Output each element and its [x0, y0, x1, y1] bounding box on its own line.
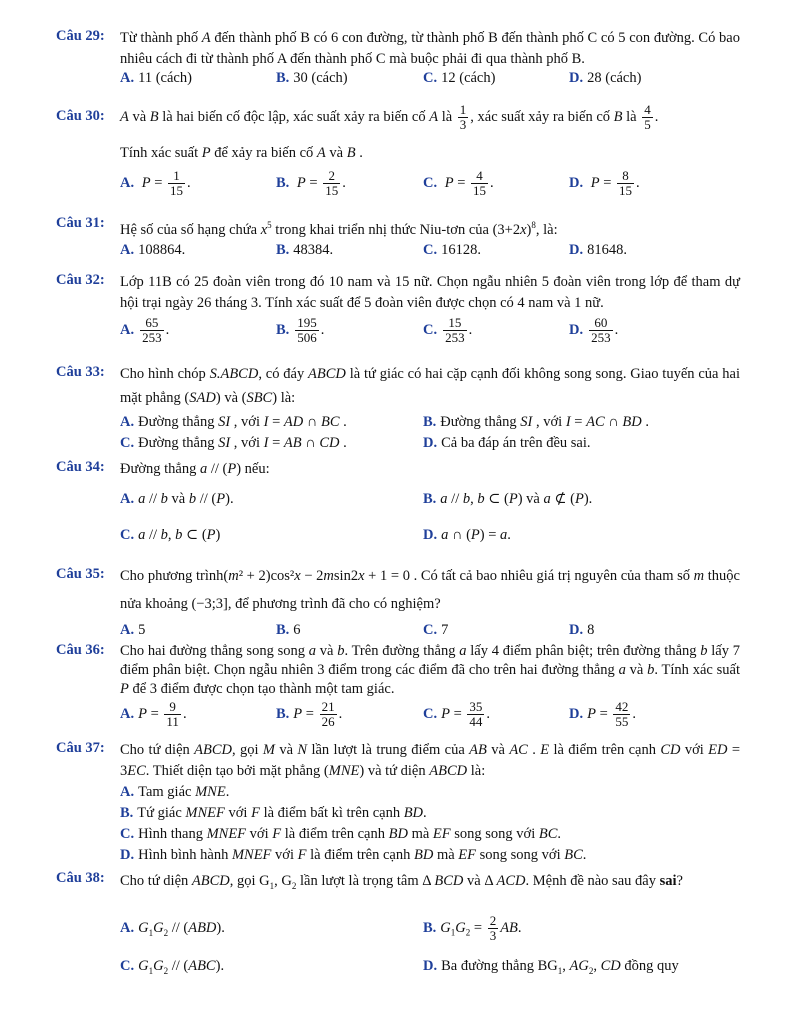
question-number: Câu 30:: [56, 108, 105, 124]
question-number: Câu 36:: [56, 642, 105, 658]
option-b: B. P = $\frac{21}{26}$ .: [276, 699, 343, 729]
option-d: D. 81648.: [569, 242, 627, 258]
question-number: Câu 34:: [56, 459, 105, 475]
option-d: D. P = $\frac{8}{15}$ .: [569, 168, 640, 198]
question-number: Câu 31:: [56, 215, 105, 231]
option-b: B. 48384.: [276, 242, 334, 258]
option-b: B. 6: [276, 622, 301, 638]
option-d: D. Hình bình hành MNEF với F là điểm trên cạnh BD mà EF song song với BC.: [120, 847, 587, 863]
option-b: B. 30 (cách): [276, 70, 348, 86]
option-b: B. $G_1G_2$ = $\frac{2}{3}$ AB.: [423, 913, 522, 943]
option-a: A. 108864.: [120, 242, 186, 258]
option-d: D. 8: [569, 622, 595, 638]
question-text: Cho phương trình(m² + 2)cos²x − 2msin2x + 1 = 0 . Có tất cả bao nhiêu giá trị nguyên của tham số m thuộc nửa khoảng (−3;3], để phương trình đã cho có nghiệm?: [120, 568, 740, 612]
option-d: D. Ba đường thẳng $BG_1$, $AG_2$, CD đồng quy: [423, 958, 679, 976]
option-b: B. Tứ giác MNEF với F là điểm bất kì trên cạnh BD.: [120, 805, 427, 821]
option-c: C. Hình thang MNEF với F là điểm trên cạnh BD mà EF song song với BC.: [120, 826, 562, 842]
question-text: Từ thành phố A đến thành phố B có 6 con đường, từ thành phố B đến thành phố C có 5 con đường. Có bao nhiêu cách đi từ thành phố A đến thành phố C mà buộc phải đi qua thành phố B.: [120, 30, 740, 67]
question-number: Câu 35:: [56, 566, 105, 582]
question-number: Câu 29:: [56, 28, 105, 44]
option-b: B. Đường thẳng SI , với I = AC ∩ BD .: [423, 414, 649, 430]
option-b: B. $\frac{195}{506}$ .: [276, 315, 325, 345]
question-text: A và B là hai biến cố độc lập, xác suất xảy ra biến cố A là $\frac{1}{3}$ , xác suất xảy ra biến cố B là $\frac{4}{5}$ . Tính xác suất P để xảy ra biến cố A và B .: [120, 102, 659, 161]
option-c: C. 16128.: [423, 242, 481, 258]
option-c: C. P = $\frac{4}{15}$ .: [423, 168, 494, 198]
question-text: Hệ số của số hạng chứa $x^5$ trong khai triển nhị thức Niu-tơn của $(3+2x)^8$, là:: [120, 220, 558, 238]
option-d: D. P = $\frac{42}{55}$ .: [569, 699, 637, 729]
option-c: C. Đường thẳng SI , với I = AB ∩ CD .: [120, 435, 347, 451]
question-text: Cho hai đường thẳng song song a và b. Trên đường thẳng a lấy 4 điểm phân biệt; trên đường thẳng b lấy 7 điểm phân biệt. Chọn ngẫu nhiên 3 điểm trong các điểm đã cho trên hai đường thẳng a và b. Tính xác suất P để 3 điểm được chọn tạo thành một tam giác.: [120, 643, 741, 697]
question-number: Câu 32:: [56, 272, 105, 288]
option-d: D. $\frac{60}{253}$ .: [569, 315, 619, 345]
option-c: C. 12 (cách): [423, 70, 496, 86]
option-c: C. $\frac{15}{253}$ .: [423, 315, 473, 345]
question-number: Câu 37:: [56, 740, 105, 756]
question-text: Cho tứ diện ABCD, gọi $G_1$, $G_2$ lần lượt là trọng tâm Δ BCD và Δ ACD. Mệnh đề nào sau đây sai?: [120, 873, 683, 891]
option-c: C. $G_1G_2 // (ABC)$.: [120, 958, 225, 976]
option-a: A. $\frac{65}{253}$ .: [120, 315, 170, 345]
question-text: Cho hình chóp S.ABCD, có đáy ABCD là tứ giác có hai cặp cạnh đối không song song. Giao tuyến của hai mặt phẳng (SAD) và (SBC) là:: [120, 366, 740, 406]
option-a: A. 5: [120, 622, 146, 638]
option-d: D. 28 (cách): [569, 70, 642, 86]
option-a: A. a // b và b // (P).: [120, 491, 234, 507]
question-text: Lớp 11B có 25 đoàn viên trong đó 10 nam và 15 nữ. Chọn ngẫu nhiên 5 đoàn viên trong lớp để tham dự hội trại ngày 26 tháng 3. Tính xác suất để 5 đoàn viên được chọn có 4 nam và 1 nữ.: [120, 274, 740, 311]
option-d: D. a ∩ (P) = a.: [423, 527, 511, 543]
question-text: Đường thẳng a // (P) nếu:: [120, 461, 270, 477]
option-c: C. 7: [423, 622, 449, 638]
option-a: A. 11 (cách): [120, 70, 192, 86]
option-a: A. Tam giác MNE.: [120, 784, 230, 800]
option-a: A. Đường thẳng SI , với I = AD ∩ BC .: [120, 414, 347, 430]
option-a: A. P = $\frac{1}{15}$ .: [120, 168, 191, 198]
option-a: A. $G_1G_2 // (ABD)$.: [120, 920, 225, 938]
option-a: A. P = $\frac{9}{11}$ .: [120, 699, 187, 729]
option-b: B. a // b, b ⊂ (P) và a ⊄ (P).: [423, 491, 593, 507]
question-text: Cho tứ diện ABCD, gọi M và N lần lượt là trung điểm của AB và AC . E là điểm trên cạnh CD với ED = 3EC. Thiết diện tạo bởi mặt phẳng (MNE) và tứ diện ABCD là:: [120, 742, 741, 779]
question-number: Câu 33:: [56, 364, 105, 380]
option-c: C. P = $\frac{35}{44}$ .: [423, 699, 491, 729]
option-b: B. P = $\frac{2}{15}$ .: [276, 168, 346, 198]
option-c: C. a // b, b ⊂ (P): [120, 527, 221, 543]
option-d: D. Cả ba đáp án trên đều sai.: [423, 435, 591, 451]
question-number: Câu 38:: [56, 870, 105, 886]
